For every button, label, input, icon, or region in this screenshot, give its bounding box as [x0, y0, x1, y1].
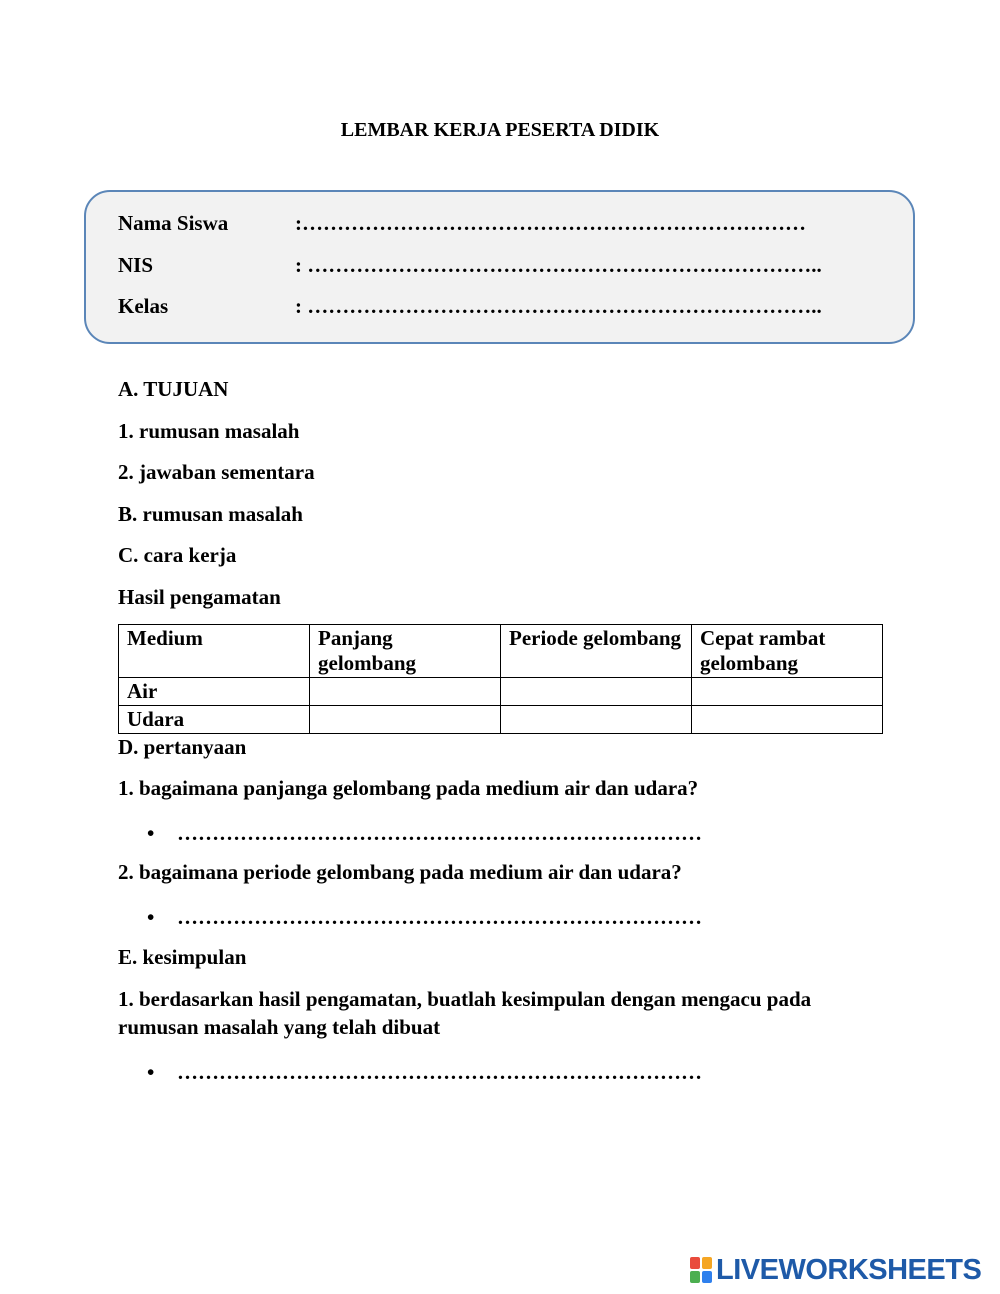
class-row[interactable] — [118, 294, 822, 319]
section-d-title: D. pertanyaan — [118, 735, 247, 759]
question-1: 1. bagaimana panjanga gelombang pada medium air dan udara? — [118, 776, 699, 800]
observation-table — [118, 624, 883, 734]
nis-row[interactable] — [118, 253, 822, 278]
nis-field[interactable]: : ……………………………………………………………….. — [295, 253, 822, 277]
answer-1-item[interactable] — [147, 821, 702, 846]
student-name-row[interactable] — [118, 211, 806, 236]
table-cell-input[interactable] — [501, 706, 692, 734]
bullet-icon: • — [147, 905, 155, 929]
answer-1-field[interactable]: ………………………………………………………………… — [177, 821, 702, 845]
observation-title: Hasil pengamatan — [118, 585, 281, 609]
table-cell-input[interactable] — [501, 678, 692, 706]
bullet-icon: • — [147, 821, 155, 845]
table-header-cell: Medium — [119, 625, 310, 678]
section-a-item-2: 2. jawaban sementara — [118, 460, 315, 484]
table-header-cell: Periode gelombang — [501, 625, 692, 678]
worksheet-title: LEMBAR KERJA PESERTA DIDIK — [340, 119, 660, 141]
conclusion-answer-field[interactable]: ………………………………………………………………… — [177, 1060, 702, 1084]
liveworksheets-mark-icon — [690, 1257, 712, 1283]
answer-2-field[interactable]: ………………………………………………………………… — [177, 905, 702, 929]
question-2: 2. bagaimana periode gelombang pada medium air dan udara? — [118, 860, 682, 884]
table-cell-input[interactable] — [310, 678, 501, 706]
class-label: Kelas — [118, 294, 169, 318]
section-b-title: B. rumusan masalah — [118, 502, 303, 526]
section-e-title: E. kesimpulan — [118, 945, 247, 969]
section-a-title: A. TUJUAN — [118, 377, 229, 401]
conclusion-answer-item[interactable] — [147, 1060, 702, 1085]
student-name-label: Nama Siswa — [118, 211, 229, 235]
table-cell-input[interactable] — [692, 678, 883, 706]
class-field[interactable]: : ……………………………………………………………….. — [295, 294, 822, 318]
student-name-field[interactable]: :……………………………………………………………… — [295, 211, 806, 235]
conclusion-question-line-2: rumusan masalah yang telah dibuat — [118, 1015, 441, 1039]
answer-2-item[interactable] — [147, 905, 702, 930]
table-cell-input[interactable] — [692, 706, 883, 734]
table-cell-medium: Air — [119, 678, 310, 706]
liveworksheets-logo — [690, 1253, 981, 1287]
section-a-item-1: 1. rumusan masalah — [118, 419, 300, 443]
table-header-row — [119, 625, 883, 678]
table-header-cell: Cepat rambat gelombang — [692, 625, 883, 678]
section-c-title: C. cara kerja — [118, 543, 237, 567]
table-cell-medium: Udara — [119, 706, 310, 734]
bullet-icon: • — [147, 1060, 155, 1084]
table-cell-input[interactable] — [310, 706, 501, 734]
table-row — [119, 706, 883, 734]
table-row — [119, 678, 883, 706]
conclusion-question-line-1: 1. berdasarkan hasil pengamatan, buatlah kesimpulan dengan mengacu pada — [118, 987, 812, 1011]
table-header-cell: Panjang gelombang — [310, 625, 501, 678]
nis-label: NIS — [118, 253, 154, 277]
brand-name: LIVEWORKSHEETS — [716, 1253, 982, 1286]
